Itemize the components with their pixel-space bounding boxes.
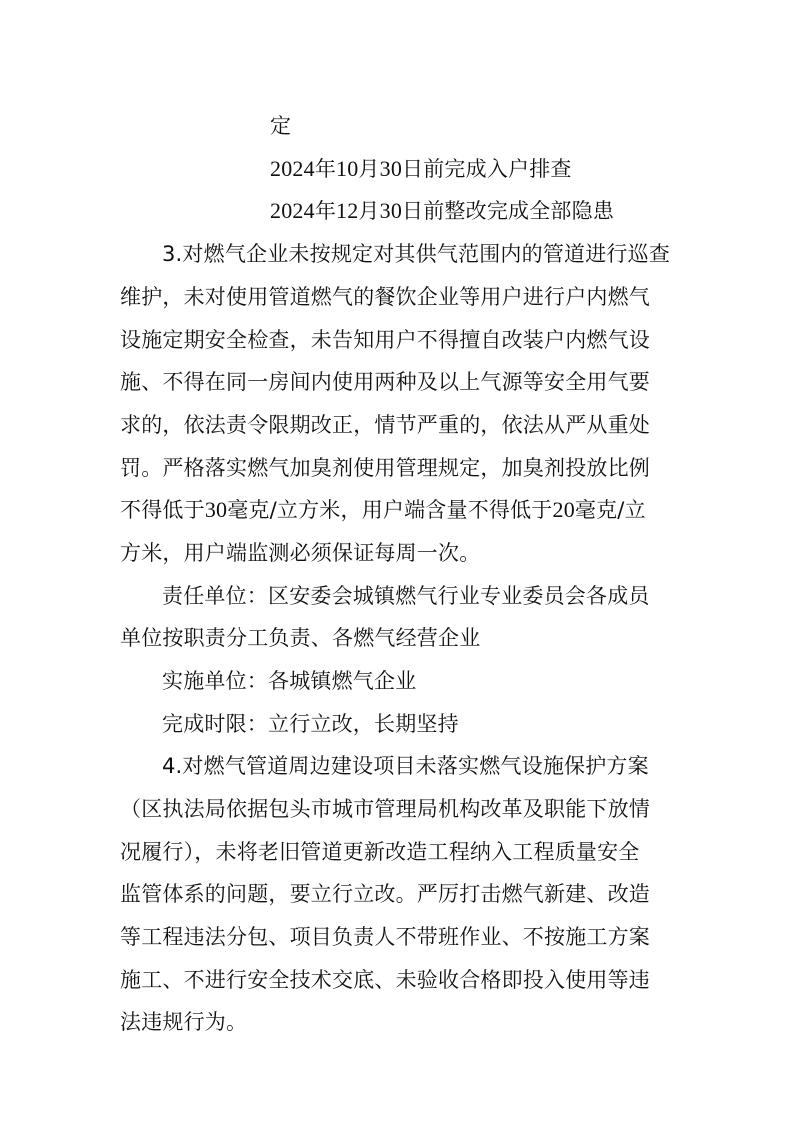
item3-responsible-line-2: 单位按职责分工负责、各燃气经营企业 <box>120 626 481 650</box>
line7-value-1: 30 <box>204 497 228 522</box>
item3-line-6: 罚。严格落实燃气加臭剂使用管理规定，加臭剂投放比例 <box>120 456 650 480</box>
line7-value-2: 20 <box>552 497 575 522</box>
item3-line-1: 3.对燃气企业未按规定对其供气范围内的管道进行巡查 <box>162 242 671 266</box>
item3-line-4: 施、不得在同一房间内使用两种及以上气源等安全用气要 <box>120 370 650 394</box>
schedule-deadline-2 <box>270 199 614 223</box>
item4-line-2: （区执法局依据包头市城市管理局机构改革及职能下放情 <box>120 797 650 821</box>
item4-line-1: 4.对燃气管道周边建设项目未落实燃气设施保护方案 <box>162 754 649 778</box>
deadline-1-year: 2024 <box>270 156 315 181</box>
item3-line-5: 求的，依法责令限期改正，情节严重的，依法从严从重处 <box>120 413 650 437</box>
item3-line-2: 维护，未对使用管道燃气的餐饮企业等用户进行户内燃气 <box>120 285 650 309</box>
deadline-2-year: 2024 <box>270 198 315 223</box>
item3-line-7 <box>120 498 646 522</box>
continuation-text: 定 <box>270 114 292 138</box>
deadline-2-year-unit: 年 <box>314 199 337 223</box>
deadline-2-text: 日前整改完成全部隐患 <box>402 199 615 223</box>
deadline-1-month-unit: 月 <box>358 157 380 181</box>
deadline-1-year-unit: 年 <box>314 157 337 181</box>
line7-prefix: 不得低于 <box>120 498 205 522</box>
deadline-2-day: 30 <box>379 198 403 223</box>
item3-completion-deadline: 完成时限：立行立改，长期坚持 <box>162 712 459 736</box>
item3-line-3: 设施定期安全检查，未告知用户不得擅自改装户内燃气设 <box>120 328 650 352</box>
item4-line-5: 等工程违法分包、项目负责人不带班作业、不按施工方案 <box>120 925 650 949</box>
deadline-2-month: 12 <box>336 198 359 223</box>
item4-line-6: 施工、不进行安全技术交底、未验收合格即投入使用等违 <box>120 968 650 992</box>
item4-line-7: 法违规行为。 <box>120 1010 248 1034</box>
schedule-continuation <box>270 114 291 138</box>
item3-line-8: 方米，用户端监测必须保证每周一次。 <box>120 541 481 565</box>
deadline-1-text: 日前完成入户排查 <box>402 157 572 181</box>
deadline-1-day: 30 <box>379 156 403 181</box>
line7-middle: 毫克/立方米，用户端含量不得低于 <box>227 498 553 522</box>
item4-line-4: 监管体系的问题，要立行立改。严厉打击燃气新建、改造 <box>120 882 650 906</box>
item3-responsible-line-1: 责任单位：区安委会城镇燃气行业专业委员会各成员 <box>162 584 650 608</box>
deadline-1-month: 10 <box>336 156 359 181</box>
item3-implementing-unit: 实施单位：各城镇燃气企业 <box>162 669 417 693</box>
deadline-2-month-unit: 月 <box>358 199 380 223</box>
schedule-deadline-1 <box>270 157 572 181</box>
line7-suffix: 毫克/立 <box>574 498 646 522</box>
item4-line-3: 况履行），未将老旧管道更新改造工程纳入工程质量安全 <box>120 840 640 864</box>
